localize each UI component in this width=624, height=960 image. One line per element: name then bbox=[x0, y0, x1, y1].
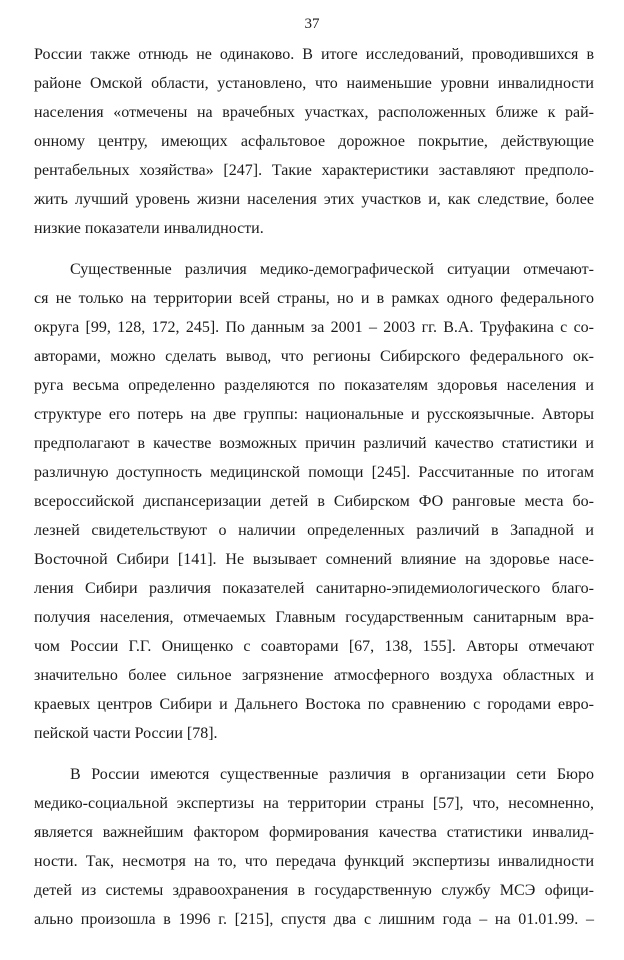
text-line: В России имеются существенные различия в организации сети Бюро bbox=[70, 766, 594, 783]
text-line: медико-социальной экспертизы на территории страны [57], что, несомненно, bbox=[34, 795, 594, 812]
page-number: 37 bbox=[304, 16, 320, 32]
text-line: жить лучший уровень жизни населения этих участков и, как следствие, более bbox=[34, 191, 594, 208]
text-line: руга весьма определенно разделяются по показателям здоровья населения и bbox=[34, 377, 594, 394]
text-line: ности. Так, несмотря на то, что передача функций экспертизы инвалидности bbox=[34, 853, 594, 870]
text-line: ально произошла в 1996 г. [215], спустя два с лишним года – на 01.01.99. – bbox=[34, 911, 594, 928]
text-line: России также отнюдь не одинаково. В итоге исследований, проводившихся в bbox=[34, 46, 594, 63]
text-line: различную доступность медицинской помощи [245]. Рассчитанные по итогам bbox=[34, 464, 594, 481]
text-line: пейской части России [78]. bbox=[34, 725, 218, 742]
body-text bbox=[34, 40, 594, 934]
paragraph-gap bbox=[34, 748, 594, 760]
text-line: районе Омской области, установлено, что наименьшие уровни инвалидности bbox=[34, 75, 594, 92]
text-line: структуре его потерь на две группы: национальные и русскоязычные. Авторы bbox=[34, 406, 594, 423]
paragraph bbox=[34, 40, 594, 243]
text-line: онному центру, имеющих асфальтовое дорожное покрытие, действующие bbox=[34, 133, 594, 150]
text-line: округа [99, 128, 172, 245]. По данным за 2001 – 2003 гг. В.А. Труфакина с со- bbox=[34, 319, 594, 336]
text-line: краевых центров Сибири и Дальнего Востока по сравнению с городами евро- bbox=[34, 696, 594, 713]
text-line: низкие показатели инвалидности. bbox=[34, 220, 264, 237]
text-line: является важнейшим фактором формирования качества статистики инвалид- bbox=[34, 824, 594, 841]
text-line: Восточной Сибири [141]. Не вызывает сомнений влияние на здоровье насе- bbox=[34, 551, 594, 568]
paragraph bbox=[34, 255, 594, 748]
text-line: лезней свидетельствуют о наличии определенных различий в Западной и bbox=[34, 522, 594, 539]
paragraph bbox=[34, 760, 594, 934]
text-line: ления Сибири различия показателей санитарно-эпидемиологического благо- bbox=[34, 580, 594, 597]
text-line: авторами, можно сделать вывод, что регионы Сибирского федерального ок- bbox=[34, 348, 594, 365]
text-line: рентабельных хозяйства» [247]. Такие характеристики заставляют предполо- bbox=[34, 162, 594, 179]
text-line: всероссийской диспансеризации детей в Сибирском ФО ранговые места бо- bbox=[34, 493, 594, 510]
paragraph-gap bbox=[34, 243, 594, 255]
text-line: ся не только на территории всей страны, но и в рамках одного федерального bbox=[34, 290, 594, 307]
text-line: Существенные различия медико-демографической ситуации отмечают- bbox=[70, 261, 594, 278]
text-line: детей из системы здравоохранения в государственную службу МСЭ офици- bbox=[34, 882, 594, 899]
text-line: населения «отмечены на врачебных участках, расположенных ближе к рай- bbox=[34, 104, 594, 121]
text-line: предполагают в качестве возможных причин различий качество статистики и bbox=[34, 435, 594, 452]
text-line: получия населения, отмечаемых Главным государственным санитарным вра- bbox=[34, 609, 594, 626]
text-line: чом России Г.Г. Онищенко с соавторами [67, 138, 155]. Авторы отмечают bbox=[34, 638, 594, 655]
text-line: значительно более сильное загрязнение атмосферного воздуха областных и bbox=[34, 667, 594, 684]
